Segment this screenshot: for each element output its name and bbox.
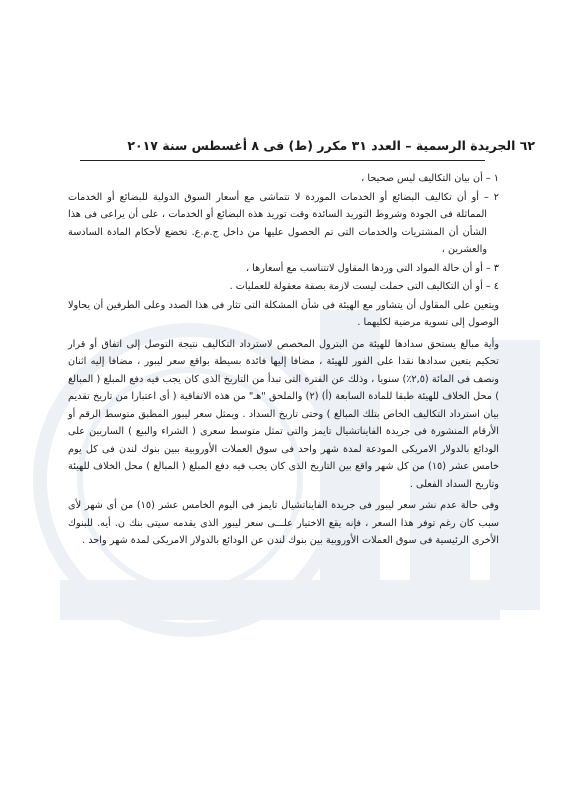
list-item-4: ٤ – أو أن التكاليف التى حملت ليست لازمة بصفة معقولة للعمليات .	[229, 281, 499, 292]
list-item-1: ١ – أن بيان التكاليف ليس صحيحا ،	[361, 173, 499, 184]
list-item-3: ٣ – أو أن حالة المواد التى وردها المقاول لاتتناسب مع أسعارها ،	[245, 262, 499, 274]
paragraph-consultation: ويتعين على المقاول أن يتشاور مع الهيئة فى شأن المشكلة التى تثار فى هذا الصدد وعلى الطرفين أن يحاولا الوصول إلى تسوية مرضية لكليهما .	[68, 299, 499, 328]
page-header: ٦٢ الجريدة الرسمية – العدد ٣١ مكرر (ط) فى ٨ أغسطس سنة ٢٠١٧	[127, 138, 535, 153]
document-body	[68, 170, 499, 554]
paragraph-libor-fallback: وفى حالة عدم نشر سعر ليبور فى جريدة الفايناتشيال تايمز فى اليوم الخامس عشر (١٥) من أى شهر لأى سبب كان رغم توفر هذا السعر ، فإنه يقع الاختيار علـــى سعر ليبور الذى يقدمه سيتى بنك ن. أيه. للبنوك الأخرى الرئيسية فى سوق العملات الأوروبية بين بنوك لندن عن الودائع بالدولار الامريكى لمدة شهر واحد .	[68, 500, 499, 546]
header-rule	[80, 160, 485, 161]
paragraph-interest-payment: وأية مبالغ يستحق سدادها للهيئة من البترول المخصص لاسترداد التكاليف نتيجة التوصل إلى اتفاق أو قرار تحكيم يتعين سدادها نقدا على الفور للهيئة ، مضافا إليها فائدة بسيطة بواقع سعر ليبور ، مضافا إليه اثنان ونصف فى المائة (٢,٥٪) سنويا ، وذلك عن الفترة التى تبدأ من التاريخ الذى كان يجب فيه دفع المبلغ ( المبالغ ) محل الخلاف للهيئة طبقا للمادة السابعة (أ) (٢) والملحق "هـ" من هذه الاتفاقية ( أى اعتبارا من تاريخ تقديم بيان استرداد التكاليف الخاص بتلك المبالغ ) وحتى تاريخ السداد . ويمثل سعر ليبور المطبق متوسط الرقم أو الأرقام المنشورة فى جريدة الفايناتشيال تايمز والتى تمثل متوسط سعرى ( الشراء والبيع ) الساريين على الودائع بالدولار الامريكى المودعة لمدة شهر واحد فى سوق العملات الأوروبية ببين بنوك لندن فى كل يوم خامس عشر (١٥) من كل شهر واقع بين التاريخ الذى كان يجب فيه دفع المبلغ ( المبالغ ) محل الخلاف للهيئة وتاريخ السداد الفعلى .	[68, 338, 499, 490]
list-item-2: ٢ – أو أن تكاليف البضائع أو الخدمات الموردة لا تتماشى مع أسعار السوق الدولية للبضائع أو الخدمات المماثلة فى الجودة وشروط التوريد السائدة وقت توريد هذه البضائع أو الخدمات ، على أن يراعى فى هذا الشأن أن المشتريات والخدمات التى تم الحصول عليها من داخل ج.م.ع. تخضع لأحكام المادة السادسة والعشرين ،	[68, 191, 499, 255]
